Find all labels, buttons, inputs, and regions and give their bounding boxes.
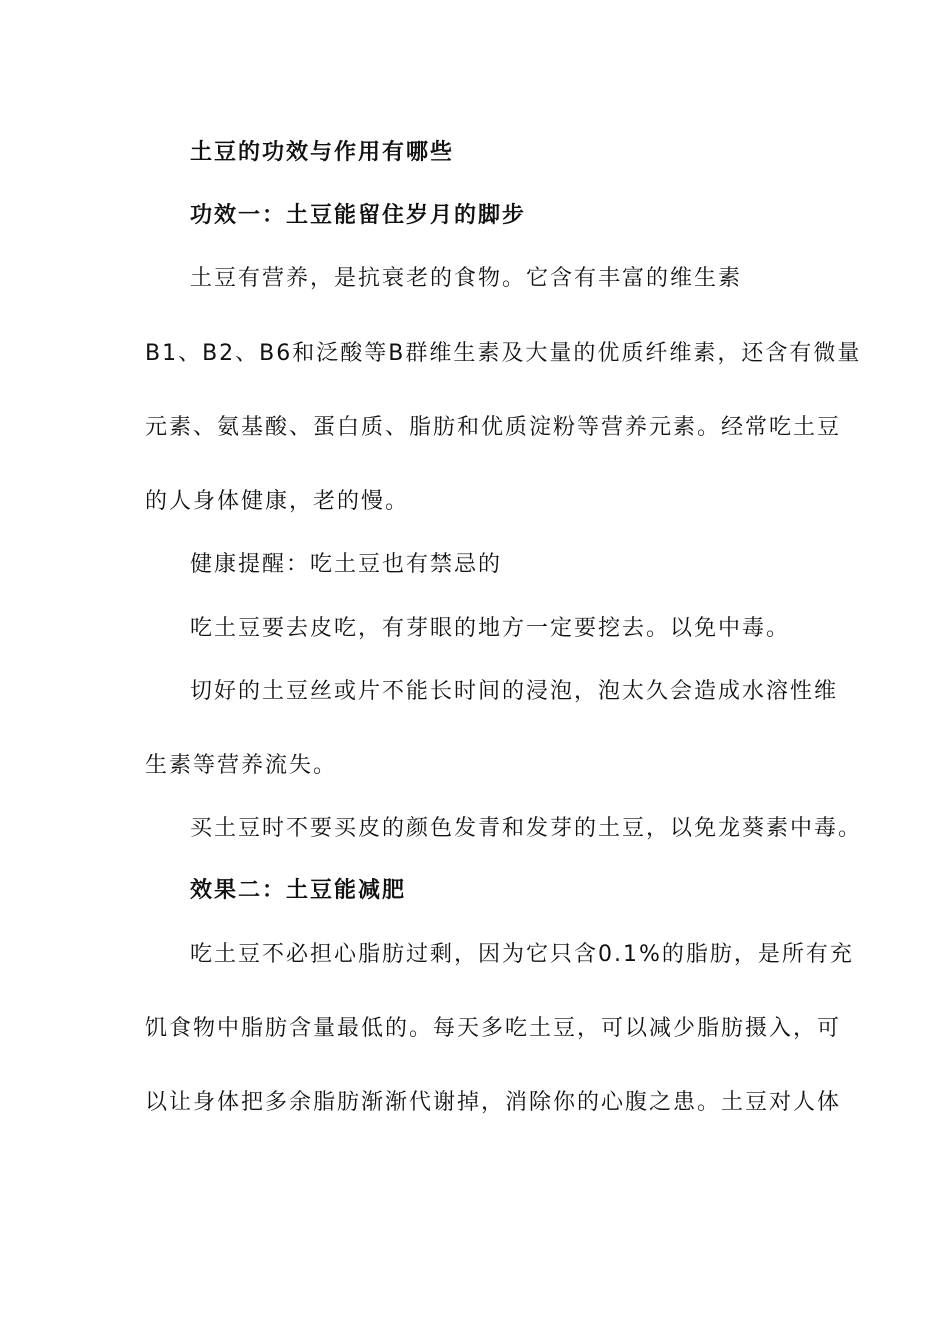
tip-line: 生素等营养流失。 [145,753,338,778]
section1-heading: 功效一：土豆能留住岁月的脚步 [190,203,527,228]
section2-heading: 效果二：土豆能减肥 [190,878,407,903]
tip-line: 买土豆时不要买皮的颜色发青和发芽的土豆，以免龙葵素中毒。 [190,816,863,841]
document-title: 土豆的功效与作用有哪些 [190,140,455,165]
paragraph-line: 饥食物中脂肪含量最低的。每天多吃土豆，可以减少脂肪摄入，可 [145,1016,842,1041]
tip-line: 吃土豆要去皮吃，有芽眼的地方一定要挖去。以免中毒。 [190,616,791,641]
paragraph-line: 的人身体健康，老的慢。 [145,489,410,514]
paragraph-line: 以让身体把多余脂肪渐渐代谢掉，消除你的心腹之患。土豆对人体 [145,1090,842,1115]
paragraph-line: 吃土豆不必担心脂肪过剩，因为它只含0.1%的脂肪，是所有充 [190,942,854,967]
paragraph-line: B1、B2、B6和泛酸等B群维生素及大量的优质纤维素，还含有微量 [145,341,862,366]
paragraph-line: 土豆有营养，是抗衰老的食物。它含有丰富的维生素 [190,266,743,291]
tip-line: 切好的土豆丝或片不能长时间的浸泡，泡太久会造成水溶性维 [190,679,839,704]
health-tip-heading: 健康提醒：吃土豆也有禁忌的 [190,552,503,577]
paragraph-line: 元素、氨基酸、蛋白质、脂肪和优质淀粉等营养元素。经常吃土豆 [145,415,842,440]
